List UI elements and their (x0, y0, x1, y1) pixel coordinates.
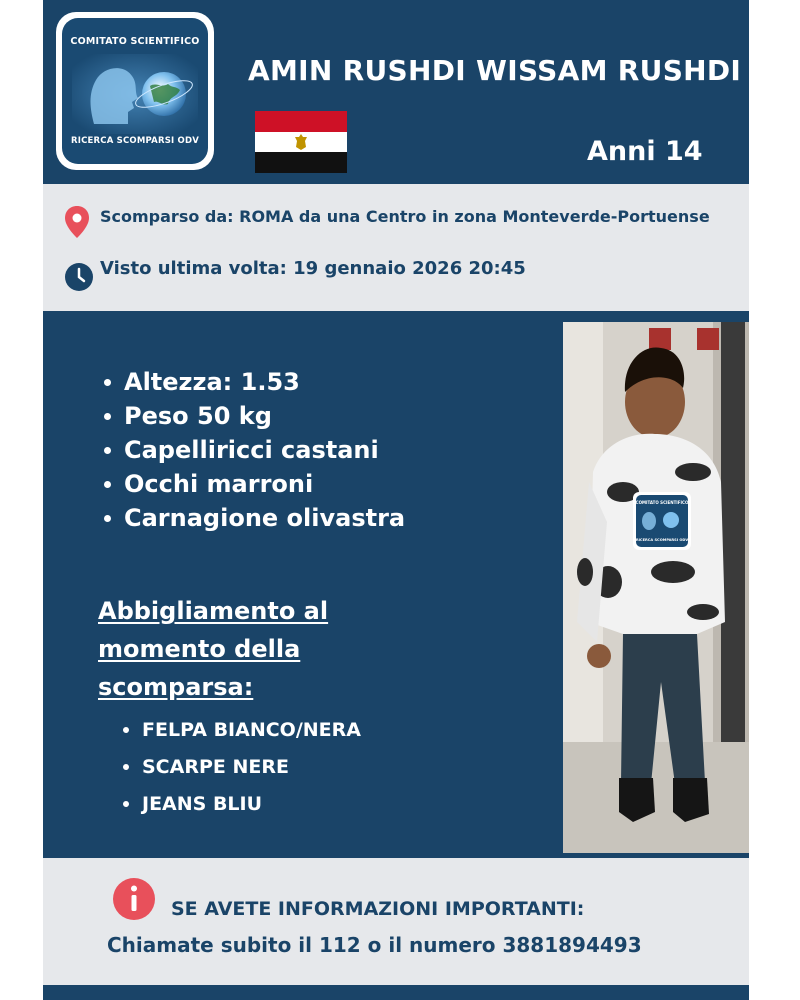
clothing-item: JEANS BLIU (118, 786, 361, 823)
footer-contact: Chiamate subito il 112 o il numero 3881894493 (107, 933, 642, 957)
brain-globe-icon (72, 54, 198, 134)
info-band (43, 184, 749, 311)
feature-height: Altezza: 1.53 (98, 365, 405, 399)
info-alert-icon (113, 878, 155, 920)
photo-illustration (563, 322, 749, 853)
clothing-title: Abbigliamento al momento della scomparsa: (98, 597, 329, 701)
clothing-list (118, 712, 361, 823)
clothing-item: FELPA BIANCO/NERA (118, 712, 361, 749)
logo-bottom-text: RICERCA SCOMPARSI ODV (71, 136, 199, 146)
flag-red-stripe (255, 111, 347, 132)
logo-inner (62, 18, 208, 164)
person-age: Anni 14 (587, 136, 703, 167)
feature-complexion: Carnagione olivastra (98, 501, 405, 535)
missing-from-text: Scomparso da: ROMA da una Centro in zona Monteverde-Portuense (100, 207, 710, 226)
clothing-item: SCARPE NERE (118, 749, 361, 786)
photo-badge-bottom: RICERCA SCOMPARSI ODV (635, 538, 689, 542)
person-photo (563, 322, 749, 853)
flag-white-stripe (255, 132, 347, 153)
egypt-flag (255, 111, 347, 173)
clock-icon (65, 263, 93, 291)
last-seen-text: Visto ultima volta: 19 gennaio 2026 20:45 (100, 258, 526, 279)
logo-top-text: COMITATO SCIENTIFICO (70, 36, 200, 47)
feature-weight: Peso 50 kg (98, 399, 405, 433)
photo-badge-top: COMITATO SCIENTIFICO (635, 500, 689, 505)
organization-logo (56, 12, 214, 170)
person-name: AMIN RUSHDI WISSAM RUSHDI (248, 54, 742, 87)
flag-black-stripe (255, 152, 347, 173)
footer-band (43, 858, 749, 985)
feature-eyes: Occhi marroni (98, 467, 405, 501)
location-pin-icon (65, 206, 89, 238)
physical-features-list (98, 365, 405, 535)
missing-person-poster (43, 0, 749, 1000)
eagle-icon (293, 133, 309, 151)
footer-heading: SE AVETE INFORMAZIONI IMPORTANTI: (171, 898, 585, 920)
feature-hair: Capelliricci castani (98, 433, 405, 467)
